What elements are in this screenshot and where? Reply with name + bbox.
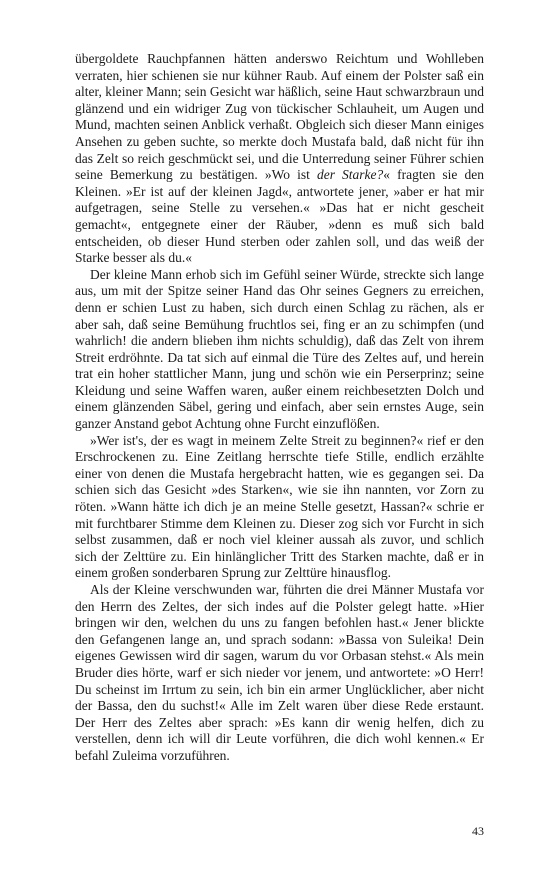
body-text [75,51,484,765]
paragraph-4 [75,582,484,765]
paragraph-3 [75,433,484,582]
text-segment: « fragten sie den Kleinen. »Er ist auf der kleinen Jagd«, antwortete jener, »aber er hat mir aufgetragen, seine Stelle zu versehen.« »Das hat er nicht gescheit gemacht«, entgegnete einer der Räuber, »denn es muß sich bald entscheiden, ob dieser Hund sterben oder zahlen soll, und das weiß der Starke besser als du.« [75,167,485,266]
page-number: 43 [472,824,484,838]
text-segment: Als der Kleine verschwunden war, führten die drei Männer Mustafa vor den Herrn des Zeltes, der sich indes auf die Polster gelegt hatte. »Hier bringen wir den, welchen du uns zu fangen befohlen hast.« Jener blickte den Gefangenen lange an, und sprach sodann: »Bassa von Suleika! Dein eigenes Gewissen wird dir sagen, warum du vor Orbasan stehst.« Als mein Bruder dies hörte, warf er sich nieder vor jenem, und antwortete: »O Herr! Du scheinst im Irrtum zu sein, ich bin ein armer Unglücklicher, aber nicht der Bassa, den du suchst!« Alle im Zelt waren über diese Rede erstaunt. Der Herr des Zeltes aber sprach: »Es kann dir wenig helfen, dich zu verstellen, denn ich will dir Leute vorführen, die dich wohl kennen.« Er befahl Zuleima vorzuführen. [75,582,484,763]
text-segment: »Wer ist's, der es wagt in meinem Zelte Streit zu beginnen?« rief er den Erschrockenen zu. Eine Zeitlang herrschte tiefe Stille, endlich erzählte einer von denen die Mustafa hergebracht hatten, wie es gegangen sei. Da schien sich das Gesicht »des Starken«, wie sie ihn nannten, vor Zorn zu röten. »Wann hätte ich dich je an meine Stelle gesetzt, Hassan?« schrie er mit furchtbarer Stimme dem Kleinen zu. Dieser zog sich vor Furcht in sich selbst zusammen, daß er noch viel kleiner aussah als zuvor, und schlich sich der Zelttüre zu. Ein hinlänglicher Tritt des Starken machte, daß er in einem großen sonderbaren Sprung zur Zelttüre hinausflog. [75,432,484,581]
text-segment: Der kleine Mann erhob sich im Gefühl seiner Würde, streckte sich lange aus, um mit der Spitze seiner Hand das Ohr seines Gegners zu erreichen, denn er schien Lust zu haben, sich durch einen Schlag zu rächen, als er aber sah, daß seine Bemühung fruchtlos sei, fing er an zu schimpfen (und wahrlich! die andern blieben ihm nichts schuldig), daß das Zelt von ihrem Streit erdröhnte. Da tat sich auf einmal die Türe des Zeltes auf, und herein trat ein hoher stattlicher Mann, jung und schön wie ein Perserprinz; seine Kleidung und seine Waffen waren, außer einem reichbesetzten Dolch und einem glänzenden Säbel, gering und einfach, aber sein ernstes Auge, sein ganzer Anstand gebot Achtung ohne Furcht einzuflößen. [75,266,484,432]
text-segment: übergoldete Rauchpfannen hätten anderswo Reichtum und Wohlleben verraten, hier schienen sie nur kühner Raub. Auf einem der Polster saß ein alter, kleiner Mann; sein Gesicht war häßlich, seine Haut schwarzbraun und glänzend und ein widriger Zug von tückischer Schlauheit, um Augen und Mund, machten seinen Anblick verhaßt. Obgleich sich dieser Mann einiges Ansehen zu geben suchte, so merkte doch Mustafa bald, daß nicht für ihn das Zelt so reich geschmückt sei, und die Unterredung seiner Führer schien seine Bemerkung zu bestätigen. »Wo ist [75,51,484,183]
emphasis-text: der Starke? [316,167,384,183]
paragraph-1 [75,51,484,267]
paragraph-2 [75,267,484,433]
